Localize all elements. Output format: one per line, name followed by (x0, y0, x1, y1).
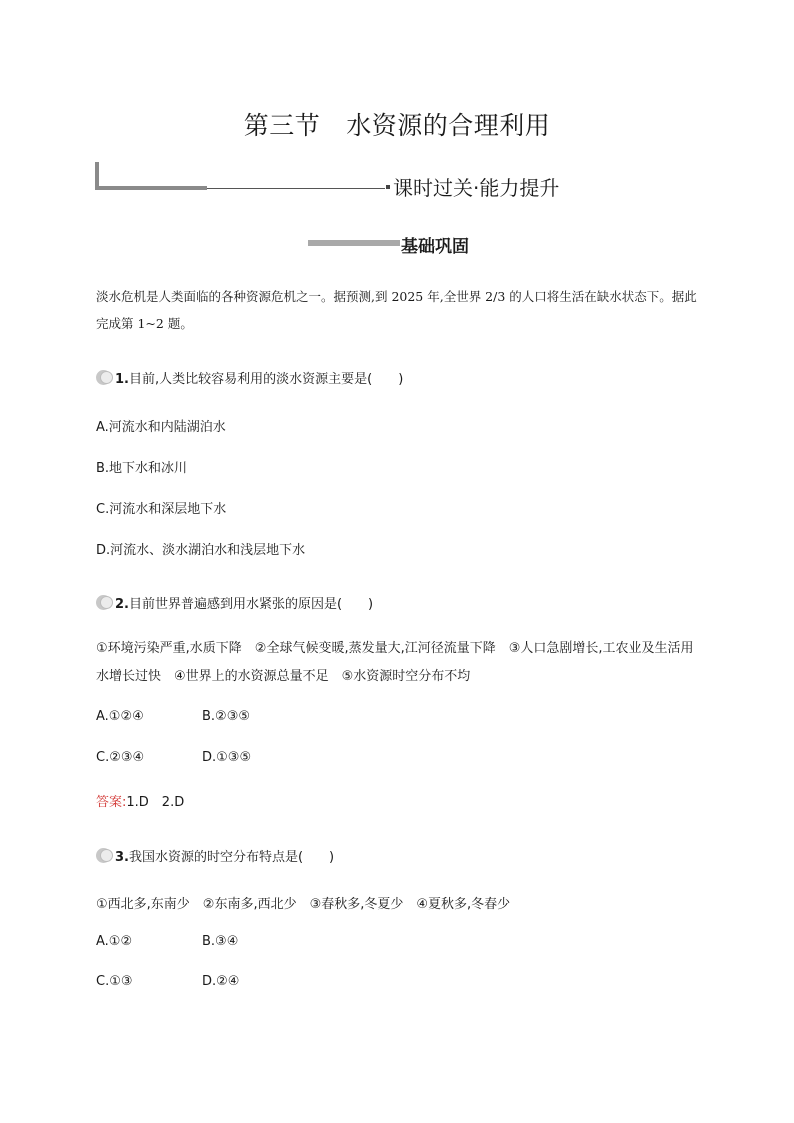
question-marker-icon (96, 848, 113, 863)
q2-option-a: A.①②④ (96, 709, 144, 724)
question-number: 3. (115, 850, 129, 865)
section-heading: 基础巩固 (401, 237, 469, 257)
answer-value: 1.D 2.D (126, 795, 185, 810)
banner-dot (386, 185, 390, 189)
q2-option-d: D.①③⑤ (202, 750, 252, 765)
question-text: 我国水资源的时空分布特点是( ) (128, 850, 335, 865)
banner-rule (207, 188, 385, 189)
question-text: 目前,人类比较容易利用的淡水资源主要是( ) (128, 372, 404, 387)
question-number: 1. (115, 372, 129, 387)
q2-statements: ①环境污染严重,水质下降 ②全球气候变暖,蒸发量大,江河径流量下降 ③人口急剧增长,工农业及生活用水增长过快 ④世界上的水资源总量不足 ⑤水资源时空分布不均 (96, 641, 694, 684)
q3-statements: ①西北多,东南少 ②东南多,西北少 ③春秋多,冬夏少 ④夏秋多,冬春少 (96, 897, 511, 912)
question-3 (96, 846, 334, 865)
q1-option-d: D.河流水、淡水湖泊水和浅层地下水 (96, 543, 306, 558)
q1-option-c: C.河流水和深层地下水 (96, 502, 227, 517)
q2-option-c: C.②③④ (96, 750, 145, 765)
q3-option-a: A.①② (96, 934, 133, 949)
title-topic: 水资源的合理利用 (346, 111, 551, 140)
q3-option-c: C.①③ (96, 974, 133, 989)
answer-label: 答案: (96, 795, 127, 810)
q3-option-b: B.③④ (202, 934, 239, 949)
question-marker-icon (96, 595, 113, 610)
q1-option-b: B.地下水和冰川 (96, 461, 188, 476)
question-1 (96, 368, 403, 387)
title-section-number: 第三节 (243, 111, 321, 140)
question-text: 目前世界普遍感到用水紧张的原因是( ) (128, 597, 374, 612)
banner-bracket-horizontal (95, 186, 207, 190)
answer-line (96, 791, 184, 810)
q3-option-d: D.②④ (202, 974, 240, 989)
question-2 (96, 593, 373, 612)
question-number: 2. (115, 597, 129, 612)
section-bar (308, 240, 400, 246)
page-title (0, 106, 794, 142)
q2-option-b: B.②③⑤ (202, 709, 251, 724)
question-marker-icon (96, 370, 113, 385)
banner-heading: 课时过关·能力提升 (393, 176, 560, 200)
q1-option-a: A.河流水和内陆湖泊水 (96, 420, 226, 435)
intro-paragraph: 淡水危机是人类面临的各种资源危机之一。据预测,到 2025 年,全世界 2/3 的人口将生活在缺水状态下。据此完成第 1~2 题。 (96, 289, 697, 331)
